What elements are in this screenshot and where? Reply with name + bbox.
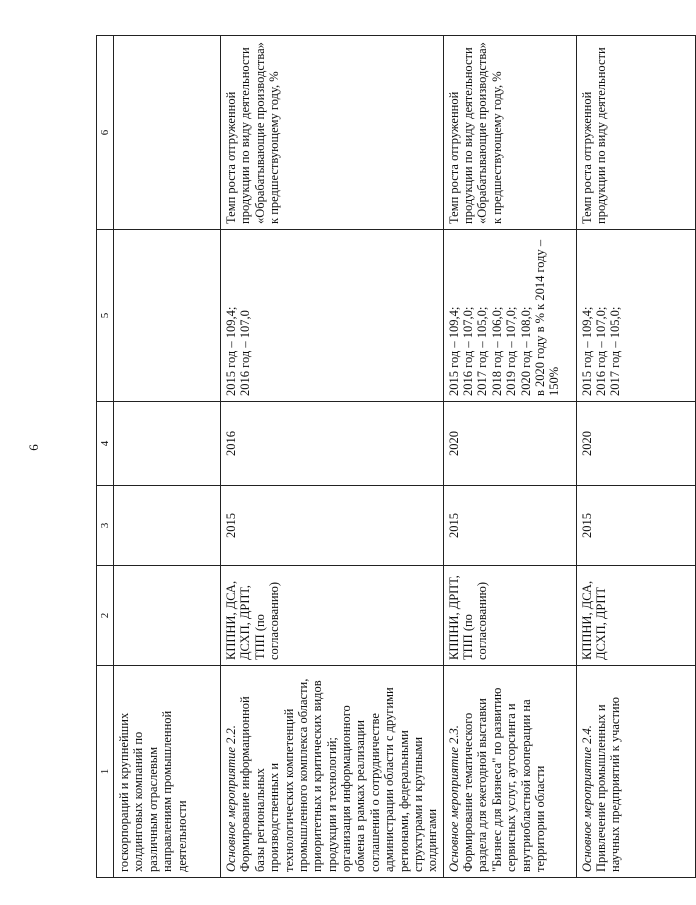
end-year-cell [114,402,221,486]
header-cell: 3 [97,486,114,566]
start-year-cell: 2015 [443,486,576,566]
header-cell: 4 [97,402,114,486]
measure-text: Формирование информационной базы региональных производственных и технологических компетенций промышленного комплекса области, приоритетных и критических видов продукции и технологий; организация информационного обмена в рамках реализации соглашений о сотрудничестве администрации области с другими регионами, федеральными структурами и крупными холдингами [238,678,440,872]
page-number: 6 [25,444,41,451]
measure-text: Привлечение промышленных и научных предприятий к участию [594,697,623,872]
measure-title: Основное мероприятие 2.2. [224,725,238,872]
indicator-cell: Темп роста отгруженной продукции по виду деятельности [576,36,695,230]
values-cell: 2015 год – 109,4; 2016 год – 107,0 [221,230,444,402]
start-year-cell [114,486,221,566]
program-measures-table [96,35,696,878]
indicator-cell [114,36,221,230]
executors-cell [114,566,221,666]
document-sheet [96,36,623,878]
measure-text: госкорпораций и крупнейших холдинговых компаний по различным отраслевым направлениям промышленной деятельности [117,710,189,872]
measure-cell [114,666,221,878]
header-cell: 6 [97,36,114,230]
header-cell: 1 [97,666,114,878]
end-year-cell: 2020 [576,402,695,486]
end-year-cell: 2020 [443,402,576,486]
rotated-page [96,36,623,878]
header-cell: 2 [97,566,114,666]
executors-cell: КППНИ, ДСА, ДСХП, ДРПТ, ТПП (по согласованию) [221,566,444,666]
end-year-cell: 2016 [221,402,444,486]
table-header-row [97,36,114,878]
measure-title: Основное мероприятие 2.3. [446,725,461,872]
measure-cell [443,666,576,878]
measure-cell [221,666,444,878]
table-row [443,36,576,878]
values-cell: 2015 год – 109,4; 2016 год – 107,0; 2017 год – 105,0; [576,230,695,402]
values-cell [114,230,221,402]
values-cell: 2015 год – 109,4; 2016 год – 107,0; 2017 год – 105,0; 2018 год – 106,0; 2019 год – 107,0; 2020 год – 108,0; в 2020 году в % к 2014 году – 150% [443,230,576,402]
start-year-cell: 2015 [576,486,695,566]
indicator-cell: Темп роста отгруженной продукции по виду деятельности «Обрабатывающие производства» к предшествующему году, % [443,36,576,230]
table-row [221,36,444,878]
table-row [114,36,221,878]
measure-text: Формирование тематического раздела для ежегодной выставки "Бизнес для Бизнеса" по развитию сервисных услуг, аутсорсинга и внутриобластной кооперации на территории области [461,687,547,872]
start-year-cell: 2015 [221,486,444,566]
executors-cell: КППНИ, ДСА, ДСХП, ДРПТ [576,566,695,666]
measure-title: Основное мероприятие 2.4. [579,725,594,872]
table-row [576,36,695,878]
indicator-cell: Темп роста отгруженной продукции по виду деятельности «Обрабатывающие производства» к предшествующему году, % [221,36,444,230]
header-cell: 5 [97,230,114,402]
executors-cell: КППНИ, ДРПТ, ТПП (по согласованию) [443,566,576,666]
measure-cell [576,666,695,878]
